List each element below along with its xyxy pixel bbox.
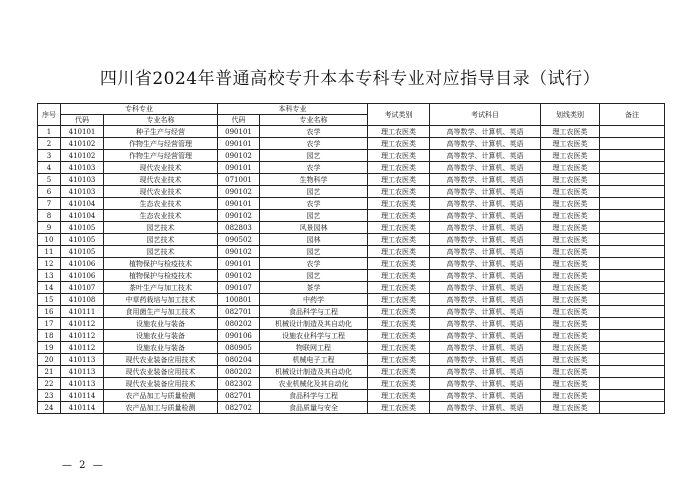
table-row bbox=[38, 162, 665, 174]
zk-name-cell: 园艺技术 bbox=[104, 246, 218, 258]
remark-cell bbox=[600, 258, 665, 270]
header-exam-type: 考试类别 bbox=[368, 104, 430, 126]
zk-name-cell: 设施农业与装备 bbox=[104, 318, 218, 330]
bk-name-cell: 农学 bbox=[260, 258, 368, 270]
table-row bbox=[38, 234, 665, 246]
remark-cell bbox=[600, 366, 665, 378]
table-row bbox=[38, 306, 665, 318]
remark-cell bbox=[600, 246, 665, 258]
zk-name-cell: 现代农业技术 bbox=[104, 174, 218, 186]
zk-code-cell: 410103 bbox=[61, 162, 104, 174]
seq-cell: 10 bbox=[38, 234, 61, 246]
exam-type-cell: 理工农医类 bbox=[368, 126, 430, 138]
table-row bbox=[38, 138, 665, 150]
bk-code-cell: 071001 bbox=[218, 174, 260, 186]
bk-code-cell: 082701 bbox=[218, 390, 260, 402]
exam-type-cell: 理工农医类 bbox=[368, 198, 430, 210]
zk-code-cell: 410103 bbox=[61, 174, 104, 186]
seq-cell: 21 bbox=[38, 366, 61, 378]
major-table bbox=[37, 103, 665, 414]
bk-code-cell: 090101 bbox=[218, 126, 260, 138]
line-type-cell: 理工农医类 bbox=[541, 282, 600, 294]
bk-name-cell: 茶学 bbox=[260, 282, 368, 294]
exam-type-cell: 理工农医类 bbox=[368, 402, 430, 414]
seq-cell: 2 bbox=[38, 138, 61, 150]
zk-code-cell: 410106 bbox=[61, 258, 104, 270]
bk-code-cell: 090102 bbox=[218, 186, 260, 198]
subjects-cell: 高等数学、计算机、英语 bbox=[430, 246, 541, 258]
line-type-cell: 理工农医类 bbox=[541, 318, 600, 330]
zk-code-cell: 410103 bbox=[61, 186, 104, 198]
exam-type-cell: 理工农医类 bbox=[368, 378, 430, 390]
subjects-cell: 高等数学、计算机、英语 bbox=[430, 366, 541, 378]
table-row bbox=[38, 210, 665, 222]
bk-code-cell: 090102 bbox=[218, 246, 260, 258]
header-exam-subjects: 考试科目 bbox=[430, 104, 541, 126]
seq-cell: 11 bbox=[38, 246, 61, 258]
table-row bbox=[38, 126, 665, 138]
zk-code-cell: 410113 bbox=[61, 354, 104, 366]
line-type-cell: 理工农医类 bbox=[541, 306, 600, 318]
bk-code-cell: 082701 bbox=[218, 306, 260, 318]
table-row bbox=[38, 174, 665, 186]
exam-type-cell: 理工农医类 bbox=[368, 138, 430, 150]
exam-type-cell: 理工农医类 bbox=[368, 390, 430, 402]
zk-code-cell: 410101 bbox=[61, 126, 104, 138]
subjects-cell: 高等数学、计算机、英语 bbox=[430, 306, 541, 318]
header-zhuanke: 专科专业 bbox=[61, 104, 218, 115]
remark-cell bbox=[600, 138, 665, 150]
seq-cell: 16 bbox=[38, 306, 61, 318]
zk-name-cell: 作物生产与经营管理 bbox=[104, 150, 218, 162]
bk-code-cell: 090101 bbox=[218, 138, 260, 150]
remark-cell bbox=[600, 162, 665, 174]
bk-code-cell: 082803 bbox=[218, 222, 260, 234]
subjects-cell: 高等数学、计算机、英语 bbox=[430, 342, 541, 354]
seq-cell: 23 bbox=[38, 390, 61, 402]
line-type-cell: 理工农医类 bbox=[541, 330, 600, 342]
line-type-cell: 理工农医类 bbox=[541, 378, 600, 390]
line-type-cell: 理工农医类 bbox=[541, 402, 600, 414]
line-type-cell: 理工农医类 bbox=[541, 186, 600, 198]
zk-name-cell: 食用菌生产与加工技术 bbox=[104, 306, 218, 318]
zk-code-cell: 410114 bbox=[61, 402, 104, 414]
line-type-cell: 理工农医类 bbox=[541, 246, 600, 258]
zk-name-cell: 茶叶生产与加工技术 bbox=[104, 282, 218, 294]
remark-cell bbox=[600, 354, 665, 366]
bk-code-cell: 080905 bbox=[218, 342, 260, 354]
bk-name-cell: 园艺 bbox=[260, 186, 368, 198]
zk-name-cell: 中草药栽培与加工技术 bbox=[104, 294, 218, 306]
zk-name-cell: 设施农业与装备 bbox=[104, 330, 218, 342]
exam-type-cell: 理工农医类 bbox=[368, 282, 430, 294]
exam-type-cell: 理工农医类 bbox=[368, 354, 430, 366]
subjects-cell: 高等数学、计算机、英语 bbox=[430, 378, 541, 390]
remark-cell bbox=[600, 378, 665, 390]
zk-name-cell: 作物生产与经营管理 bbox=[104, 138, 218, 150]
table-row bbox=[38, 150, 665, 162]
header-zk-name: 专业名称 bbox=[104, 115, 218, 126]
line-type-cell: 理工农医类 bbox=[541, 174, 600, 186]
remark-cell bbox=[600, 294, 665, 306]
bk-name-cell: 食品科学与工程 bbox=[260, 390, 368, 402]
bk-name-cell: 园艺 bbox=[260, 150, 368, 162]
remark-cell bbox=[600, 222, 665, 234]
subjects-cell: 高等数学、计算机、英语 bbox=[430, 270, 541, 282]
bk-name-cell: 食品科学与工程 bbox=[260, 306, 368, 318]
zk-name-cell: 农产品加工与质量检测 bbox=[104, 402, 218, 414]
zk-code-cell: 410112 bbox=[61, 342, 104, 354]
seq-cell: 15 bbox=[38, 294, 61, 306]
bk-name-cell: 农学 bbox=[260, 162, 368, 174]
line-type-cell: 理工农医类 bbox=[541, 270, 600, 282]
subjects-cell: 高等数学、计算机、英语 bbox=[430, 126, 541, 138]
table-row bbox=[38, 258, 665, 270]
exam-type-cell: 理工农医类 bbox=[368, 174, 430, 186]
zk-code-cell: 410105 bbox=[61, 234, 104, 246]
seq-cell: 6 bbox=[38, 186, 61, 198]
table-row bbox=[38, 270, 665, 282]
line-type-cell: 理工农医类 bbox=[541, 210, 600, 222]
bk-code-cell: 090106 bbox=[218, 330, 260, 342]
zk-name-cell: 现代农业装备应用技术 bbox=[104, 366, 218, 378]
table-row bbox=[38, 198, 665, 210]
bk-code-cell: 090102 bbox=[218, 270, 260, 282]
remark-cell bbox=[600, 126, 665, 138]
seq-cell: 24 bbox=[38, 402, 61, 414]
exam-type-cell: 理工农医类 bbox=[368, 270, 430, 282]
zk-code-cell: 410104 bbox=[61, 210, 104, 222]
zk-code-cell: 410106 bbox=[61, 270, 104, 282]
subjects-cell: 高等数学、计算机、英语 bbox=[430, 186, 541, 198]
table-row bbox=[38, 378, 665, 390]
remark-cell bbox=[600, 330, 665, 342]
exam-type-cell: 理工农医类 bbox=[368, 318, 430, 330]
bk-name-cell: 农学 bbox=[260, 138, 368, 150]
zk-code-cell: 410104 bbox=[61, 198, 104, 210]
header-bk-name: 专业名称 bbox=[260, 115, 368, 126]
subjects-cell: 高等数学、计算机、英语 bbox=[430, 150, 541, 162]
zk-name-cell: 园艺技术 bbox=[104, 234, 218, 246]
zk-name-cell: 植物保护与检疫技术 bbox=[104, 258, 218, 270]
bk-name-cell: 机械设计制造及其自动化 bbox=[260, 318, 368, 330]
table-row bbox=[38, 402, 665, 414]
bk-name-cell: 中药学 bbox=[260, 294, 368, 306]
table-row bbox=[38, 186, 665, 198]
header-bk-code: 代码 bbox=[218, 115, 260, 126]
bk-code-cell: 080202 bbox=[218, 366, 260, 378]
line-type-cell: 理工农医类 bbox=[541, 126, 600, 138]
table-row bbox=[38, 222, 665, 234]
bk-code-cell: 080204 bbox=[218, 354, 260, 366]
subjects-cell: 高等数学、计算机、英语 bbox=[430, 234, 541, 246]
exam-type-cell: 理工农医类 bbox=[368, 330, 430, 342]
zk-name-cell: 生态农业技术 bbox=[104, 210, 218, 222]
zk-name-cell: 园艺技术 bbox=[104, 222, 218, 234]
zk-name-cell: 设施农业与装备 bbox=[104, 342, 218, 354]
exam-type-cell: 理工农医类 bbox=[368, 186, 430, 198]
line-type-cell: 理工农医类 bbox=[541, 294, 600, 306]
line-type-cell: 理工农医类 bbox=[541, 222, 600, 234]
bk-code-cell: 090101 bbox=[218, 162, 260, 174]
zk-name-cell: 农产品加工与质量检测 bbox=[104, 390, 218, 402]
bk-name-cell: 园艺 bbox=[260, 210, 368, 222]
zk-name-cell: 现代农业技术 bbox=[104, 162, 218, 174]
line-type-cell: 理工农医类 bbox=[541, 342, 600, 354]
zk-code-cell: 410113 bbox=[61, 366, 104, 378]
table-row bbox=[38, 330, 665, 342]
remark-cell bbox=[600, 390, 665, 402]
zk-name-cell: 现代农业装备应用技术 bbox=[104, 354, 218, 366]
exam-type-cell: 理工农医类 bbox=[368, 366, 430, 378]
subjects-cell: 高等数学、计算机、英语 bbox=[430, 318, 541, 330]
seq-cell: 20 bbox=[38, 354, 61, 366]
table-row bbox=[38, 318, 665, 330]
line-type-cell: 理工农医类 bbox=[541, 234, 600, 246]
zk-code-cell: 410108 bbox=[61, 294, 104, 306]
remark-cell bbox=[600, 198, 665, 210]
line-type-cell: 理工农医类 bbox=[541, 198, 600, 210]
remark-cell bbox=[600, 186, 665, 198]
seq-cell: 4 bbox=[38, 162, 61, 174]
exam-type-cell: 理工农医类 bbox=[368, 150, 430, 162]
bk-name-cell: 园林 bbox=[260, 234, 368, 246]
bk-code-cell: 090107 bbox=[218, 282, 260, 294]
subjects-cell: 高等数学、计算机、英语 bbox=[430, 354, 541, 366]
seq-cell: 12 bbox=[38, 258, 61, 270]
seq-cell: 14 bbox=[38, 282, 61, 294]
header-benke: 本科专业 bbox=[218, 104, 368, 115]
table-row bbox=[38, 366, 665, 378]
header-row-1 bbox=[38, 104, 665, 115]
line-type-cell: 理工农医类 bbox=[541, 258, 600, 270]
seq-cell: 5 bbox=[38, 174, 61, 186]
bk-code-cell: 100801 bbox=[218, 294, 260, 306]
header-remark: 备注 bbox=[600, 104, 665, 126]
zk-code-cell: 410105 bbox=[61, 246, 104, 258]
line-type-cell: 理工农医类 bbox=[541, 162, 600, 174]
page-number: — 2 — bbox=[62, 460, 105, 471]
bk-name-cell: 农业机械化及其自动化 bbox=[260, 378, 368, 390]
exam-type-cell: 理工农医类 bbox=[368, 234, 430, 246]
exam-type-cell: 理工农医类 bbox=[368, 222, 430, 234]
bk-code-cell: 090102 bbox=[218, 150, 260, 162]
zk-code-cell: 410107 bbox=[61, 282, 104, 294]
subjects-cell: 高等数学、计算机、英语 bbox=[430, 330, 541, 342]
line-type-cell: 理工农医类 bbox=[541, 354, 600, 366]
zk-code-cell: 410111 bbox=[61, 306, 104, 318]
subjects-cell: 高等数学、计算机、英语 bbox=[430, 174, 541, 186]
bk-name-cell: 设施农业科学与工程 bbox=[260, 330, 368, 342]
header-zk-code: 代码 bbox=[61, 115, 104, 126]
exam-type-cell: 理工农医类 bbox=[368, 294, 430, 306]
remark-cell bbox=[600, 342, 665, 354]
remark-cell bbox=[600, 282, 665, 294]
exam-type-cell: 理工农医类 bbox=[368, 210, 430, 222]
exam-type-cell: 理工农医类 bbox=[368, 342, 430, 354]
seq-cell: 1 bbox=[38, 126, 61, 138]
remark-cell bbox=[600, 318, 665, 330]
header-line-type: 划线类别 bbox=[541, 104, 600, 126]
seq-cell: 9 bbox=[38, 222, 61, 234]
zk-code-cell: 410105 bbox=[61, 222, 104, 234]
table-row bbox=[38, 294, 665, 306]
remark-cell bbox=[600, 234, 665, 246]
bk-name-cell: 农学 bbox=[260, 126, 368, 138]
table-row bbox=[38, 282, 665, 294]
line-type-cell: 理工农医类 bbox=[541, 366, 600, 378]
bk-code-cell: 090101 bbox=[218, 198, 260, 210]
subjects-cell: 高等数学、计算机、英语 bbox=[430, 138, 541, 150]
seq-cell: 22 bbox=[38, 378, 61, 390]
remark-cell bbox=[600, 210, 665, 222]
subjects-cell: 高等数学、计算机、英语 bbox=[430, 210, 541, 222]
exam-type-cell: 理工农医类 bbox=[368, 258, 430, 270]
bk-name-cell: 生物科学 bbox=[260, 174, 368, 186]
table-row bbox=[38, 390, 665, 402]
zk-code-cell: 410114 bbox=[61, 390, 104, 402]
line-type-cell: 理工农医类 bbox=[541, 390, 600, 402]
seq-cell: 18 bbox=[38, 330, 61, 342]
bk-name-cell: 农学 bbox=[260, 198, 368, 210]
bk-code-cell: 082302 bbox=[218, 378, 260, 390]
bk-name-cell: 风景园林 bbox=[260, 222, 368, 234]
zk-name-cell: 生态农业技术 bbox=[104, 198, 218, 210]
bk-code-cell: 090101 bbox=[218, 258, 260, 270]
remark-cell bbox=[600, 270, 665, 282]
remark-cell bbox=[600, 174, 665, 186]
bk-name-cell: 园艺 bbox=[260, 246, 368, 258]
table-row bbox=[38, 342, 665, 354]
zk-name-cell: 种子生产与经营 bbox=[104, 126, 218, 138]
exam-type-cell: 理工农医类 bbox=[368, 246, 430, 258]
remark-cell bbox=[600, 150, 665, 162]
remark-cell bbox=[600, 402, 665, 414]
zk-name-cell: 现代农业技术 bbox=[104, 186, 218, 198]
header-seq: 序号 bbox=[38, 104, 61, 126]
zk-code-cell: 410113 bbox=[61, 378, 104, 390]
subjects-cell: 高等数学、计算机、英语 bbox=[430, 222, 541, 234]
subjects-cell: 高等数学、计算机、英语 bbox=[430, 294, 541, 306]
line-type-cell: 理工农医类 bbox=[541, 138, 600, 150]
bk-name-cell: 食品质量与安全 bbox=[260, 402, 368, 414]
zk-code-cell: 410102 bbox=[61, 138, 104, 150]
page-title: 四川省2024年普通高校专升本本专科专业对应指导目录（试行） bbox=[99, 69, 601, 89]
subjects-cell: 高等数学、计算机、英语 bbox=[430, 162, 541, 174]
table-body bbox=[38, 126, 665, 414]
seq-cell: 19 bbox=[38, 342, 61, 354]
table-row bbox=[38, 246, 665, 258]
exam-type-cell: 理工农医类 bbox=[368, 162, 430, 174]
subjects-cell: 高等数学、计算机、英语 bbox=[430, 258, 541, 270]
zk-name-cell: 现代农业装备应用技术 bbox=[104, 378, 218, 390]
bk-name-cell: 物联网工程 bbox=[260, 342, 368, 354]
line-type-cell: 理工农医类 bbox=[541, 150, 600, 162]
zk-code-cell: 410112 bbox=[61, 330, 104, 342]
seq-cell: 7 bbox=[38, 198, 61, 210]
exam-type-cell: 理工农医类 bbox=[368, 306, 430, 318]
bk-code-cell: 082702 bbox=[218, 402, 260, 414]
bk-code-cell: 080202 bbox=[218, 318, 260, 330]
table-row bbox=[38, 354, 665, 366]
seq-cell: 3 bbox=[38, 150, 61, 162]
subjects-cell: 高等数学、计算机、英语 bbox=[430, 402, 541, 414]
zk-code-cell: 410102 bbox=[61, 150, 104, 162]
seq-cell: 8 bbox=[38, 210, 61, 222]
bk-code-cell: 090502 bbox=[218, 234, 260, 246]
subjects-cell: 高等数学、计算机、英语 bbox=[430, 282, 541, 294]
seq-cell: 17 bbox=[38, 318, 61, 330]
subjects-cell: 高等数学、计算机、英语 bbox=[430, 198, 541, 210]
zk-name-cell: 植物保护与检疫技术 bbox=[104, 270, 218, 282]
bk-code-cell: 090102 bbox=[218, 210, 260, 222]
bk-name-cell: 机械电子工程 bbox=[260, 354, 368, 366]
remark-cell bbox=[600, 306, 665, 318]
bk-name-cell: 园艺 bbox=[260, 270, 368, 282]
subjects-cell: 高等数学、计算机、英语 bbox=[430, 390, 541, 402]
seq-cell: 13 bbox=[38, 270, 61, 282]
bk-name-cell: 机械设计制造及其自动化 bbox=[260, 366, 368, 378]
zk-code-cell: 410112 bbox=[61, 318, 104, 330]
